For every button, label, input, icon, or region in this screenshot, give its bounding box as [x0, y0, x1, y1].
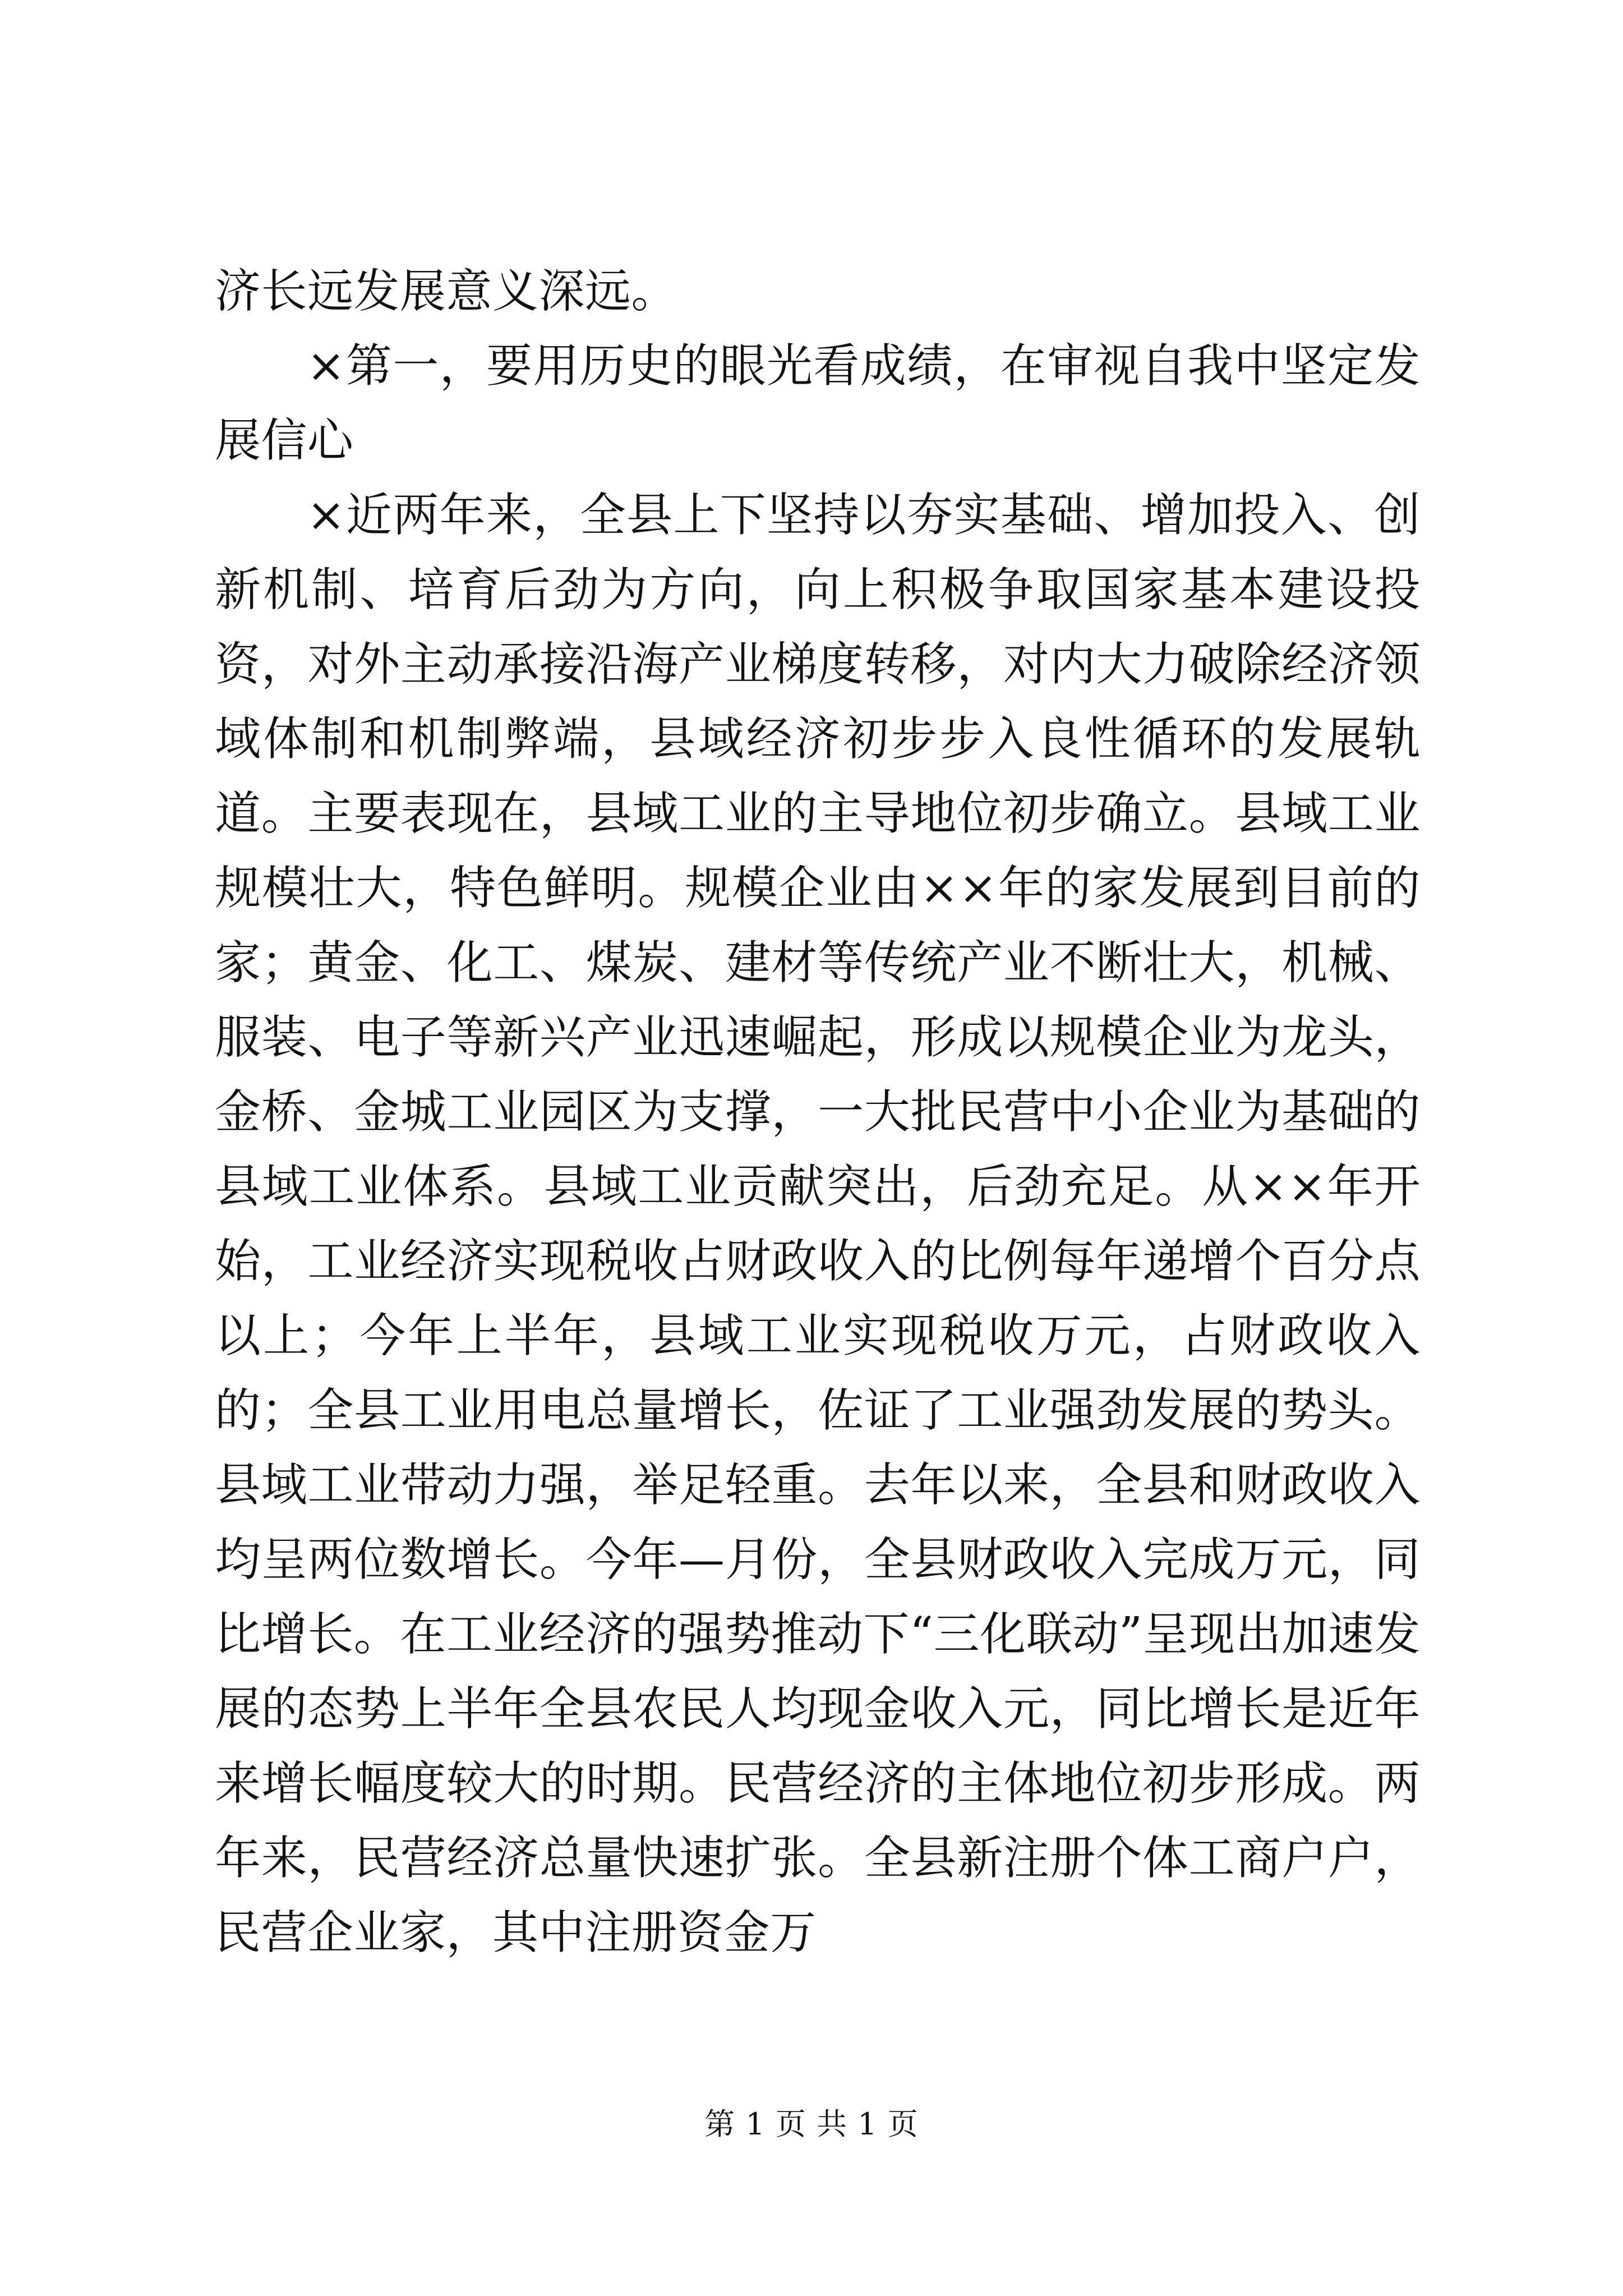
- page-footer: 第 1 页 共 1 页: [704, 2106, 919, 2142]
- paragraph-continuation: 济长远发展意义深远。: [215, 265, 678, 318]
- paragraph-heading-first: ×第一，要用历史的眼光看成绩，在审视自我中坚定发展信心: [215, 339, 1421, 467]
- document-body: [215, 254, 1421, 1970]
- paragraph-body: ×近两年来，全县上下坚持以夯实基础、增加投入、创新机制、培育后劲为方向，向上积极争取国家基本建设投资，对外主动承接沿海产业梯度转移，对内大力破除经济领域体制和机制弊端，县域经济初步步入良性循环的发展轨道。主要表现在，县域工业的主导地位初步确立。县域工业规模壮大，特色鲜明。规模企业由××年的家发展到目前的家；黄金、化工、煤炭、建材等传统产业不断壮大，机械、服装、电子等新兴产业迅速崛起，形成以规模企业为龙头，金桥、金城工业园区为支撑，一大批民营中小企业为基础的县域工业体系。县域工业贡献突出，后劲充足。从××年开始，工业经济实现税收占财政收入的比例每年递增个百分点以上；今年上半年，县域工业实现税收万元，占财政收入的；全县工业用电总量增长，佐证了工业强劲发展的势头。县域工业带动力强，举足轻重。去年以来，全县和财政收入均呈两位数增长。今年—月份，全县财政收入完成万元，同比增长。在工业经济的强势推动下“三化联动”呈现出加速发展的态势上半年全县农民人均现金收入元，同比增长是近年来增长幅度较大的时期。民营经济的主体地位初步形成。两年来，民营经济总量快速扩张。全县新注册个体工商户户，民营企业家，其中注册资金万: [215, 489, 1421, 1959]
